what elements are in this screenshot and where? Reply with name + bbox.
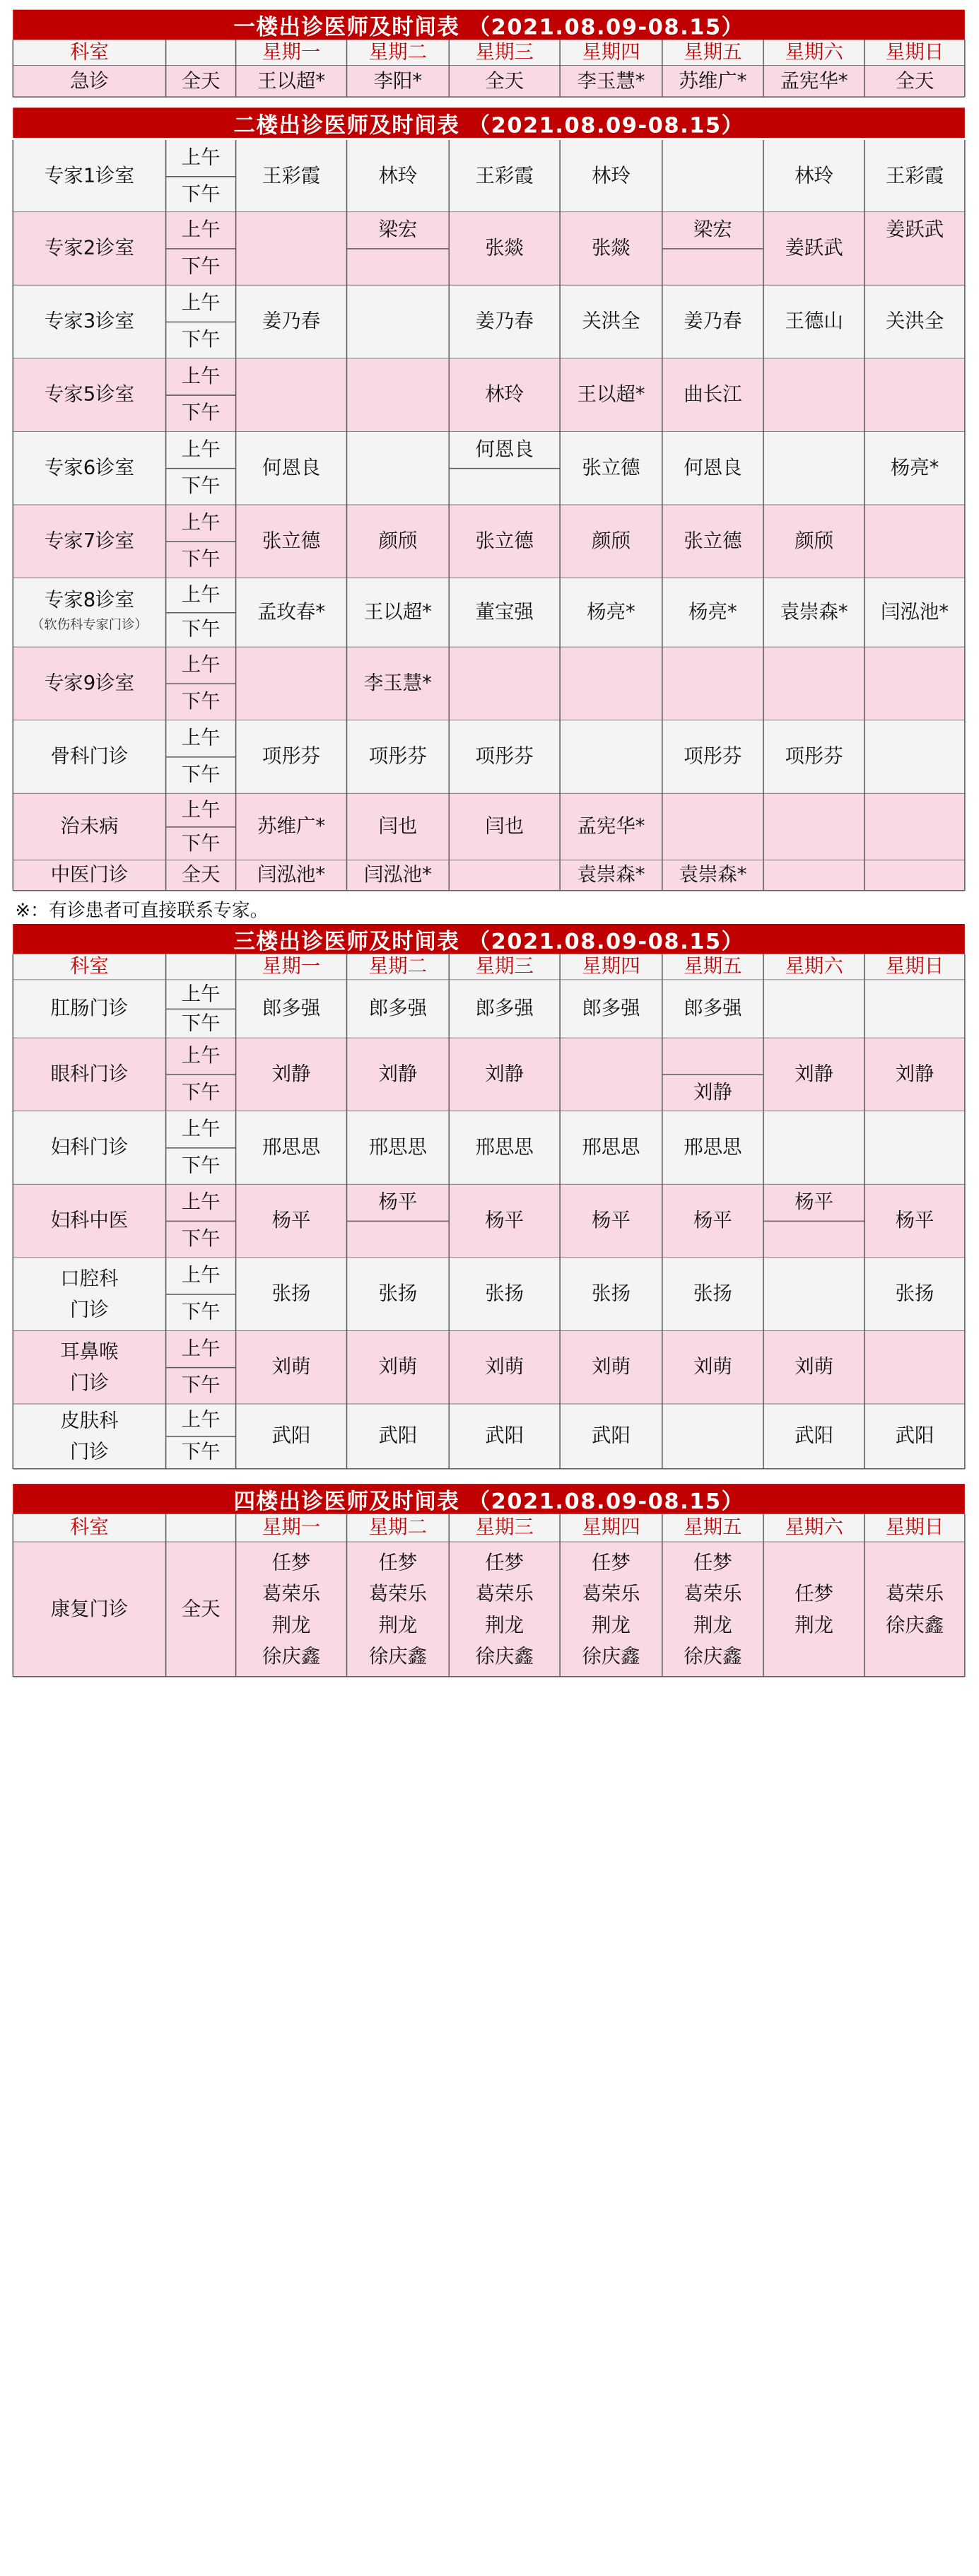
doctor-cell: 刘萌: [485, 1356, 524, 1379]
doctor-stack: [560, 1542, 662, 1676]
doctor-cell: [763, 794, 864, 860]
doctor-cell: [662, 1404, 763, 1468]
doctor-cell: 邢思思: [475, 1136, 534, 1159]
dept-label: [13, 1404, 165, 1468]
doctor-cell: [347, 286, 450, 359]
floor4-header-day: 星期四: [582, 1516, 640, 1540]
doctor-name: 荆龙: [378, 1613, 418, 1637]
period-am: 上午: [181, 583, 221, 607]
doctor-name: 荆龙: [592, 1613, 631, 1637]
doctor-cell: 颜颀: [795, 529, 834, 553]
period-pm: 下午: [181, 328, 221, 351]
doctor-cell: 武阳: [795, 1424, 834, 1448]
doctor-pm: [449, 469, 560, 505]
floor1-header-day: 星期三: [475, 41, 534, 64]
period-pm: 下午: [181, 402, 221, 425]
period-am: 上午: [181, 365, 221, 388]
dept-label: 眼科门诊: [50, 1062, 129, 1086]
doctor-cell: 邢思思: [262, 1136, 321, 1159]
period-pm: 下午: [181, 1227, 221, 1251]
doctor-cell: 郎多强: [368, 997, 427, 1020]
doctor-name: 荆龙: [271, 1613, 311, 1637]
doctor-cell: 孟宪华*: [577, 815, 645, 838]
doctor-cell: 刘静: [795, 1062, 834, 1086]
doctor-cell: [763, 648, 864, 721]
floor4-title: 四楼出诊医师及时间表 （2021.08.09-08.15）: [13, 1484, 965, 1514]
dept-label: 中医门诊: [50, 863, 129, 886]
doctor-cell: 孟玫春*: [257, 601, 326, 624]
dept-label-main: 专家8诊室: [44, 589, 134, 612]
doctor-cell: [864, 860, 965, 891]
doctor-cell: 闫也: [485, 815, 524, 838]
doctor-stack: [347, 1542, 450, 1676]
period-pm: 下午: [181, 255, 221, 279]
doctor-name: 荆龙: [485, 1613, 524, 1637]
doctor-cell: 张扬: [271, 1282, 311, 1306]
floor4-header-dept: 科室: [70, 1516, 109, 1540]
doctor-cell: [560, 648, 662, 721]
doctor-cell: 关洪全: [885, 310, 944, 334]
period-am: 上午: [181, 292, 221, 315]
doctor-cell: 杨平: [485, 1209, 524, 1232]
period-am: 上午: [181, 653, 221, 677]
doctor-name: 徐庆鑫: [582, 1644, 640, 1668]
dept-label: 专家3诊室: [44, 310, 134, 334]
doctor-cell: [236, 648, 347, 721]
doctor-cell: 郎多强: [582, 997, 640, 1020]
doctor-cell: [763, 358, 864, 432]
doctor-cell: 林玲: [485, 383, 524, 406]
dept-label: 专家5诊室: [44, 383, 134, 406]
doctor-cell: 王彩霞: [475, 164, 534, 187]
doctor-cell: 张扬: [693, 1282, 732, 1306]
doctor-cell: 李玉慧*: [363, 672, 432, 695]
doctor-cell: 武阳: [895, 1424, 934, 1448]
period-am: 上午: [181, 1337, 221, 1361]
doctor-am: 梁宏: [693, 218, 732, 242]
doctor-name: 任梦: [795, 1582, 834, 1605]
period-pm: 下午: [181, 1441, 221, 1464]
doctor-cell: [864, 794, 965, 860]
period-am: 上午: [181, 218, 221, 242]
doctor-cell: 姜乃春: [684, 310, 742, 334]
doctor-cell: 邢思思: [368, 1136, 427, 1159]
doctor-cell: 林玲: [592, 164, 631, 187]
doctor-name: 徐庆鑫: [684, 1644, 742, 1668]
doctor-cell: 张扬: [895, 1282, 934, 1306]
period-am: 上午: [181, 1118, 221, 1141]
dept-label-line: 门诊: [70, 1371, 109, 1395]
doctor-cell: [864, 505, 965, 578]
doctor-cell: 闫泓池*: [363, 863, 432, 886]
period-am: 上午: [181, 1191, 221, 1214]
doctor-cell: 张燚: [592, 237, 631, 260]
doctor-pm: [347, 249, 450, 286]
doctor-cell: [347, 358, 450, 432]
doctor-cell: 袁崇森*: [577, 863, 645, 886]
floor3-header-day: 星期一: [262, 955, 321, 978]
doctor-name: 任梦: [693, 1551, 732, 1574]
floor4-header-day: 星期二: [368, 1516, 427, 1540]
doctor-cell: 张燚: [485, 237, 524, 260]
doctor-cell: 杨亮*: [587, 601, 635, 624]
doctor-cell: 项彤芬: [475, 745, 534, 768]
doctor-name: 葛荣乐: [885, 1582, 944, 1605]
doctor-cell: 刘萌: [795, 1356, 834, 1379]
doctor-cell: 王以超*: [577, 383, 645, 406]
doctor-cell: [236, 358, 347, 432]
floor4-header-day: 星期日: [885, 1516, 944, 1540]
period-pm: 下午: [181, 832, 221, 855]
doctor-pm: [662, 249, 763, 286]
doctor-cell: 何恩良: [262, 457, 321, 480]
doctor-stack: [236, 1542, 347, 1676]
floor3-header-day: 星期四: [582, 955, 640, 978]
period-pm: 下午: [181, 548, 221, 571]
doctor-pm: [763, 1221, 864, 1258]
doctor-cell: [763, 860, 864, 891]
dept-label: 妇科中医: [50, 1209, 129, 1232]
doctor-cell: 王彩霞: [885, 164, 944, 187]
doctor-cell: 王以超*: [257, 69, 326, 93]
doctor-cell: [864, 648, 965, 721]
doctor-name: 葛荣乐: [582, 1582, 640, 1605]
doctor-cell: 刘静: [485, 1062, 524, 1086]
doctor-cell: 董宝强: [475, 601, 534, 624]
dept-label: 康复门诊: [50, 1598, 129, 1621]
doctor-name: 葛荣乐: [684, 1582, 742, 1605]
doctor-cell: 郎多强: [475, 997, 534, 1020]
doctor-cell: [662, 140, 763, 212]
dept-label: 肛肠门诊: [50, 997, 129, 1020]
doctor-cell: [347, 432, 450, 505]
dept-label: 妇科门诊: [50, 1136, 129, 1159]
doctor-cell: [763, 1111, 864, 1185]
floor3-title: 三楼出诊医师及时间表 （2021.08.09-08.15）: [13, 924, 965, 954]
doctor-name: 葛荣乐: [475, 1582, 534, 1605]
doctor-cell: 郎多强: [262, 997, 321, 1020]
dept-label: 专家2诊室: [44, 237, 134, 260]
dept-label: 专家7诊室: [44, 529, 134, 553]
floor1-header-day: 星期日: [885, 41, 944, 64]
doctor-cell: 项彤芬: [262, 745, 321, 768]
floor4-header-day: 星期六: [785, 1516, 843, 1540]
period-all: 全天: [181, 69, 221, 93]
doctor-am: 何恩良: [475, 438, 534, 462]
doctor-cell: 闫泓池*: [257, 863, 326, 886]
doctor-cell: 杨平: [592, 1209, 631, 1232]
period-all: 全天: [181, 863, 221, 886]
doctor-cell: [864, 358, 965, 432]
doctor-pm: [347, 1221, 450, 1258]
period-pm: 下午: [181, 1012, 221, 1035]
doctor-cell: 刘萌: [592, 1356, 631, 1379]
doctor-cell: [763, 432, 864, 505]
doctor-cell: 李阳*: [373, 69, 423, 93]
doctor-stack: [662, 1542, 763, 1676]
doctor-name: 徐庆鑫: [368, 1644, 427, 1668]
doctor-cell: 姜乃春: [262, 310, 321, 334]
dept-label: 骨科门诊: [50, 745, 129, 768]
doctor-cell: 颜颀: [378, 529, 418, 553]
doctor-cell: 李玉慧*: [577, 69, 645, 93]
doctor-cell: 王以超*: [363, 601, 432, 624]
period-am: 上午: [181, 1408, 221, 1432]
period-all: 全天: [181, 1598, 221, 1621]
doctor-cell: 关洪全: [582, 310, 640, 334]
doctor-cell: 张立德: [582, 457, 640, 480]
doctor-cell: [449, 860, 560, 891]
doctor-am: 姜跃武: [885, 218, 944, 242]
period-am: 上午: [181, 146, 221, 170]
period-pm: 下午: [181, 1374, 221, 1398]
doctor-cell: 全天: [485, 69, 524, 93]
doctor-cell: 全天: [895, 69, 934, 93]
floor4-header-day: 星期三: [475, 1516, 534, 1540]
doctor-cell: [864, 720, 965, 794]
dept-label-sub: （软伤科专家门诊）: [31, 616, 148, 633]
doctor-cell: 刘萌: [378, 1356, 418, 1379]
doctor-am: [662, 1038, 763, 1075]
doctor-name: 徐庆鑫: [475, 1644, 534, 1668]
floor1-header-day: 星期四: [582, 41, 640, 64]
doctor-cell: [864, 980, 965, 1038]
doctor-stack: [864, 1542, 965, 1676]
dept-label: [13, 1258, 165, 1331]
dept-label: [13, 1331, 165, 1405]
floor1-header-dept: 科室: [70, 41, 109, 64]
dept-label: 治未病: [60, 815, 119, 838]
doctor-cell: 闫泓池*: [881, 601, 949, 624]
doctor-am: 梁宏: [378, 218, 418, 242]
doctor-cell: 闫也: [378, 815, 418, 838]
doctor-cell: 刘静: [271, 1062, 311, 1086]
doctor-cell: 杨平: [895, 1209, 934, 1232]
doctor-cell: 颜颀: [592, 529, 631, 553]
doctor-cell: 郎多强: [684, 997, 742, 1020]
doctor-cell: 张扬: [592, 1282, 631, 1306]
doctor-cell: [662, 794, 763, 860]
doctor-cell: 项彤芬: [785, 745, 843, 768]
doctor-cell: [560, 720, 662, 794]
period-am: 上午: [181, 1044, 221, 1067]
doctor-cell: [763, 1258, 864, 1331]
doctor-cell: 邢思思: [582, 1136, 640, 1159]
doctor-name: 任梦: [271, 1551, 311, 1574]
doctor-cell: [864, 1111, 965, 1185]
floor3-header-day: 星期五: [684, 955, 742, 978]
floor2-title: 二楼出诊医师及时间表 （2021.08.09-08.15）: [13, 107, 965, 138]
floor1-header-day: 星期六: [785, 41, 843, 64]
doctor-cell: 邢思思: [684, 1136, 742, 1159]
dept-label: [13, 578, 165, 647]
doctor-cell: 林玲: [795, 164, 834, 187]
dept-label: 专家6诊室: [44, 457, 134, 480]
doctor-cell: 张立德: [475, 529, 534, 553]
doctor-cell: 林玲: [378, 164, 418, 187]
doctor-cell: 武阳: [485, 1424, 524, 1448]
doctor-cell: 张立德: [262, 529, 321, 553]
period-am: 上午: [181, 511, 221, 534]
doctor-cell: [864, 1331, 965, 1405]
doctor-cell: 姜跃武: [785, 237, 843, 260]
doctor-name: 徐庆鑫: [262, 1644, 321, 1668]
dept-label: 专家9诊室: [44, 672, 134, 695]
floor1-header-day: 星期一: [262, 41, 321, 64]
doctor-cell: 武阳: [378, 1424, 418, 1448]
doctor-cell: 袁崇森*: [679, 863, 747, 886]
period-pm: 下午: [181, 1154, 221, 1178]
doctor-cell: 杨平: [271, 1209, 311, 1232]
doctor-cell: 武阳: [271, 1424, 311, 1448]
period-pm: 下午: [181, 690, 221, 713]
dept-label-line: 门诊: [70, 1441, 109, 1464]
doctor-cell: 杨平: [693, 1209, 732, 1232]
dept-label-line: 皮肤科: [60, 1409, 119, 1432]
floor3-header-day: 星期二: [368, 955, 427, 978]
doctor-cell: 孟宪华*: [780, 69, 848, 93]
floor3-header-day: 星期六: [785, 955, 843, 978]
period-pm: 下午: [181, 475, 221, 498]
floor3-header-day: 星期日: [885, 955, 944, 978]
doctor-name: 葛荣乐: [262, 1582, 321, 1605]
period-am: 上午: [181, 798, 221, 821]
floor4-header-day: 星期五: [684, 1516, 742, 1540]
doctor-am: 杨平: [378, 1191, 418, 1214]
doctor-name: 任梦: [485, 1551, 524, 1574]
floor3-header-dept: 科室: [70, 955, 109, 978]
period-am: 上午: [181, 438, 221, 462]
doctor-cell: 苏维广*: [257, 815, 326, 838]
doctor-cell: 杨亮*: [688, 601, 737, 624]
doctor-cell: 何恩良: [684, 457, 742, 480]
doctor-cell: 袁崇森*: [780, 601, 848, 624]
dept-label-line: 门诊: [70, 1299, 109, 1322]
doctor-cell: 刘静: [895, 1062, 934, 1086]
doctor-cell: 王彩霞: [262, 164, 321, 187]
period-am: 上午: [181, 983, 221, 1006]
doctor-name: 葛荣乐: [368, 1582, 427, 1605]
dept-label: 专家1诊室: [44, 164, 134, 187]
doctor-am: 杨平: [795, 1191, 834, 1214]
doctor-cell: 项彤芬: [684, 745, 742, 768]
doctor-cell: [449, 648, 560, 721]
doctor-cell: [763, 980, 864, 1038]
doctor-cell: 刘萌: [271, 1356, 311, 1379]
doctor-cell: 张扬: [378, 1282, 418, 1306]
doctor-cell: 刘萌: [693, 1356, 732, 1379]
doctor-cell: [662, 648, 763, 721]
doctor-name: 荆龙: [693, 1613, 732, 1637]
doctor-cell: 武阳: [592, 1424, 631, 1448]
doctor-name: 任梦: [592, 1551, 631, 1574]
floor1-header-day: 星期五: [684, 41, 742, 64]
doctor-cell: 姜乃春: [475, 310, 534, 334]
doctor-stack: [763, 1542, 864, 1676]
doctor-cell: [236, 212, 347, 286]
doctor-cell: 张扬: [485, 1282, 524, 1306]
doctor-stack: [449, 1542, 560, 1676]
dept-label-line: 耳鼻喉: [60, 1340, 119, 1364]
dept-label: 急诊: [70, 69, 109, 93]
period-pm: 下午: [181, 763, 221, 787]
period-pm: 下午: [181, 1301, 221, 1324]
period-am: 上午: [181, 727, 221, 750]
dept-label-line: 口腔科: [60, 1267, 119, 1290]
floor3-header-day: 星期三: [475, 955, 534, 978]
period-pm: 下午: [181, 182, 221, 206]
doctor-name: 荆龙: [795, 1613, 834, 1637]
doctor-pm: 刘静: [693, 1081, 732, 1104]
period-am: 上午: [181, 1264, 221, 1287]
doctor-name: 任梦: [378, 1551, 418, 1574]
doctor-cell: 张立德: [684, 529, 742, 553]
doctor-cell: 王德山: [785, 310, 843, 334]
doctor-cell: 苏维广*: [679, 69, 747, 93]
period-pm: 下午: [181, 1081, 221, 1104]
period-pm: 下午: [181, 618, 221, 641]
doctor-cell: [560, 1038, 662, 1111]
doctor-cell: 刘静: [378, 1062, 418, 1086]
floor1-title: 一楼出诊医师及时间表 （2021.08.09-08.15）: [13, 10, 965, 40]
doctor-cell: 项彤芬: [368, 745, 427, 768]
floor1-header-day: 星期二: [368, 41, 427, 64]
note-text: ※：有诊患者可直接联系专家。: [15, 900, 269, 922]
doctor-cell: 曲长江: [684, 383, 742, 406]
floor4-header-day: 星期一: [262, 1516, 321, 1540]
doctor-cell: 杨亮*: [890, 457, 939, 480]
doctor-name: 徐庆鑫: [885, 1613, 944, 1637]
